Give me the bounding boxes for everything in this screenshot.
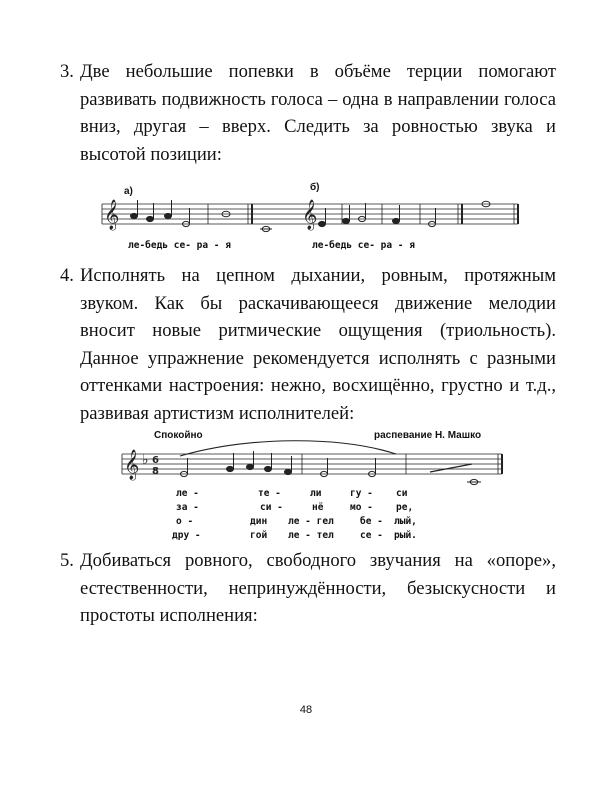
svg-text:рый.: рый.	[394, 530, 417, 541]
treble-clef-icon: 𝄞	[302, 200, 318, 230]
svg-text:гой: гой	[250, 530, 268, 541]
lyrics-b: ле-бедь се- ра - я	[312, 240, 415, 251]
svg-text:си: си	[396, 488, 408, 499]
svg-text:ре,: ре,	[396, 502, 414, 513]
svg-text:гу -: гу -	[350, 488, 373, 499]
svg-text:те -: те -	[258, 488, 281, 499]
treble-clef-icon: 𝄞	[124, 450, 140, 480]
example-label-a: а)	[124, 186, 133, 197]
svg-text:си -: си -	[260, 502, 283, 513]
time-signature-icon: 6	[152, 455, 159, 466]
svg-text:ле -: ле -	[176, 488, 199, 499]
svg-text:дин: дин	[250, 516, 268, 527]
svg-text:нё: нё	[312, 502, 324, 513]
svg-text:лый,: лый,	[394, 516, 417, 527]
svg-text:ле - тел: ле - тел	[288, 530, 334, 541]
svg-text:ле - гел: ле - гел	[288, 516, 334, 527]
list-item-4	[60, 262, 556, 427]
music-staff-2	[110, 422, 510, 542]
music-example-2	[110, 422, 510, 542]
svg-text:се -: се -	[360, 530, 383, 541]
list-item-5	[60, 547, 556, 630]
svg-text:бе -: бе -	[360, 516, 383, 527]
music-staff-1	[90, 176, 530, 256]
svg-text:за -: за -	[176, 502, 199, 513]
time-signature-icon: 8	[152, 466, 159, 477]
svg-text:дру -: дру -	[172, 530, 201, 541]
flat-icon: ♭	[142, 452, 149, 468]
svg-text:мо -: мо -	[350, 502, 373, 513]
page-number: 48	[299, 704, 313, 716]
tempo-marking: Спокойно	[154, 430, 203, 441]
item-text: Две небольшие попевки в объёме терции помогают развивать подвижность голоса – одна в направлении голоса вниз, другая – вверх. Следить за ровностью звука и высотой позиции:	[80, 61, 556, 165]
svg-text:о -: о -	[176, 516, 194, 527]
treble-clef-icon: 𝄞	[104, 200, 120, 230]
item-number: 3.	[60, 61, 74, 82]
item-text: Исполнять на цепном дыхании, ровным, протяжным звуком. Как бы раскачивающееся движение мелодии вносит новые ритмические ощущения (триольность). Данное упражнение рекомендуется исполнять с разными оттенками настроения: нежно, восхищённо, грустно и т.д., развивая артистизм исполнителей:	[80, 265, 556, 424]
item-number: 5.	[60, 550, 74, 571]
example-label-b: б)	[310, 182, 320, 193]
lyrics-a: ле-бедь се- ра - я	[128, 240, 231, 251]
music-example-1	[90, 176, 530, 256]
composer-credit: распевание Н. Машко	[374, 430, 482, 441]
item-number: 4.	[60, 265, 74, 286]
list-item-3	[60, 58, 556, 168]
item-text: Добиваться ровного, свободного звучания на «опоре», естественности, непринуждённости, безыскусности и простоты исполнения:	[80, 550, 556, 626]
svg-text:ли: ли	[310, 488, 322, 499]
lyrics-block	[172, 488, 417, 541]
